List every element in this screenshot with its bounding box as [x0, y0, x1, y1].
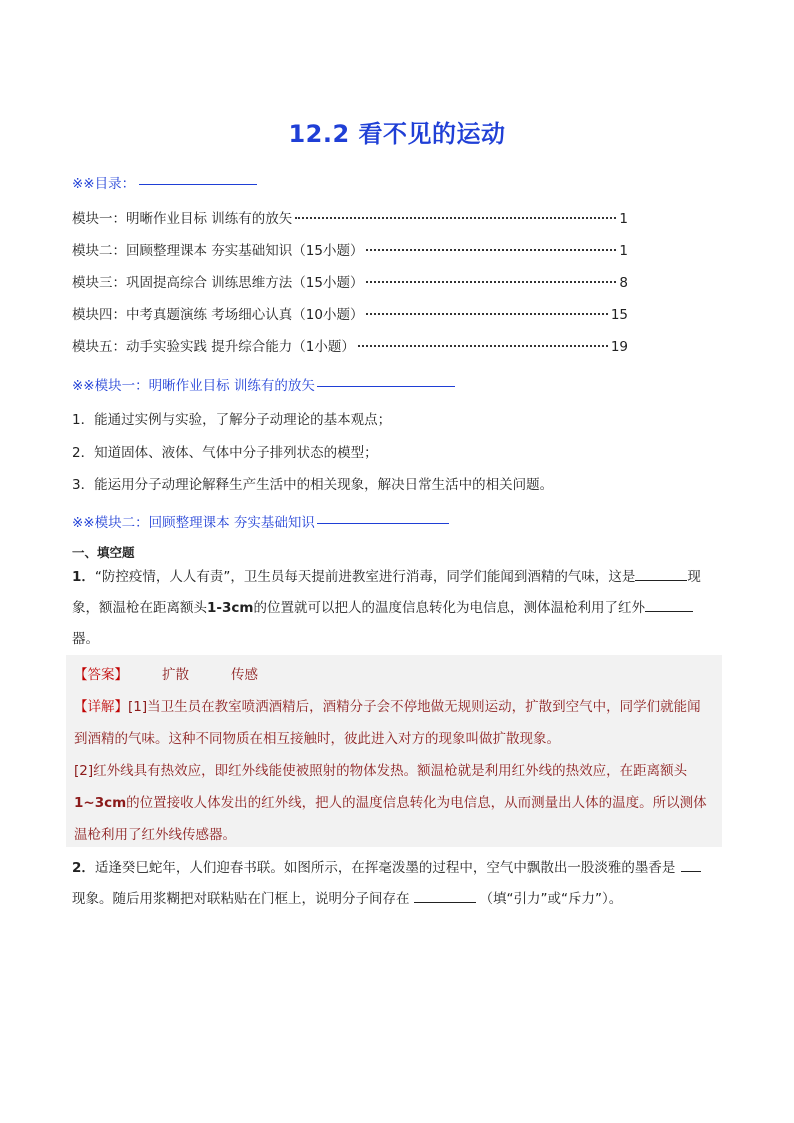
detail-text: [1]当卫生员在教室喷洒酒精后，酒精分子会不停地做无规则运动，扩散到空气中，同学们就能闻 — [128, 699, 701, 715]
toc-leader — [295, 217, 616, 219]
toc-leader — [358, 345, 608, 347]
toc-item-label: 模块二：回顾整理课本 夯实基础知识（15小题） — [72, 243, 364, 259]
question-2-line-1 — [72, 853, 722, 884]
question-text: 象，额温枪在距离额头 — [72, 600, 207, 616]
answer-label: 【答案】 — [74, 667, 128, 683]
answer-blank[interactable] — [414, 890, 476, 903]
question-1 — [72, 562, 722, 655]
answer-value: 扩散 — [162, 667, 189, 683]
detail-text: 的位置接收人体发出的红外线，把人的温度信息转化为电信息，从而测量出人体的温度。所以测体 — [126, 795, 707, 811]
toc-heading — [72, 172, 257, 192]
toc-item-label: 模块三：巩固提高综合 训练思维方法（15小题） — [72, 275, 364, 291]
toc-item-label: 模块四：中考真题演练 考场细心认真（10小题） — [72, 307, 364, 323]
toc-item-page: 19 — [610, 339, 628, 355]
toc-item[interactable] — [72, 303, 628, 323]
question-1-line-3: 器。 — [72, 631, 99, 647]
module1-heading — [72, 374, 455, 394]
goal-item: 2．知道固体、液体、气体中分子排列状态的模型； — [72, 445, 378, 461]
goal-item: 3．能运用分子动理论解释生产生活中的相关现象，解决日常生活中的相关问题。 — [72, 477, 554, 493]
question-number: 1． — [72, 569, 95, 585]
answer-blank[interactable] — [645, 599, 693, 612]
detail-label: 【详解】 — [74, 699, 128, 715]
module1-heading-rule — [317, 386, 455, 387]
detail-text-bold: 1~3cm — [74, 795, 127, 811]
detail-line: 到酒精的气味。这种不同物质在相互接触时，彼此进入对方的现象叫做扩散现象。 — [74, 731, 560, 747]
module2-heading — [72, 511, 449, 531]
detail-line — [74, 695, 701, 715]
toc-heading-text: ※※目录： — [72, 176, 136, 192]
toc-item[interactable] — [72, 271, 628, 291]
toc-item[interactable] — [72, 239, 628, 259]
question-text: “防控疫情，人人有责”，卫生员每天提前进教室进行消毒，同学们能闻到酒精的气味，这是 — [94, 569, 636, 585]
question-text: 适逢癸巳蛇年，人们迎春书联。如图所示，在挥毫泼墨的过程中，空气中飘散出一股淡雅的墨香是 — [94, 860, 676, 876]
module2-heading-rule — [317, 523, 449, 524]
question-text: 现象。随后用浆糊把对联粘贴在门框上，说明分子间存在 — [72, 891, 410, 907]
page-title: 12.2 看不见的运动 — [288, 120, 506, 148]
question-text: 现 — [687, 569, 701, 585]
detail-line: [2]红外线具有热效应，即红外线能使被照射的物体发热。额温枪就是利用红外线的热效应，在距离额头 — [74, 763, 688, 779]
toc-item-page: 15 — [610, 307, 628, 323]
toc-leader — [366, 281, 616, 283]
module1-heading-text: ※※模块一：明晰作业目标 训练有的放矢 — [72, 378, 315, 394]
toc-heading-rule — [139, 184, 257, 185]
detail-line — [74, 791, 707, 811]
toc-item[interactable] — [72, 207, 628, 227]
answer-blank[interactable] — [681, 859, 701, 872]
question-1-line-1 — [72, 562, 722, 593]
goal-item: 1．能通过实例与实验，了解分子动理论的基本观点； — [72, 412, 392, 428]
toc-leader — [366, 313, 607, 315]
detail-line: 温枪利用了红外线传感器。 — [74, 827, 236, 843]
question-number: 2． — [72, 860, 95, 876]
answer-line — [74, 663, 258, 683]
question-text-bold: 1-3cm — [207, 600, 254, 616]
question-text: 的位置就可以把人的温度信息转化为电信息，测体温枪利用了红外 — [253, 600, 645, 616]
toc-item-page: 1 — [619, 211, 628, 227]
question-2-line-2 — [72, 884, 722, 915]
question-text: （填“引力”或“斥力”）。 — [479, 891, 623, 907]
answer-blank[interactable] — [635, 568, 687, 581]
toc-item-page: 1 — [619, 243, 628, 259]
module2-heading-text: ※※模块二：回顾整理课本 夯实基础知识 — [72, 515, 315, 531]
toc-leader — [366, 249, 616, 251]
question-type: 一、填空题 — [72, 545, 135, 560]
toc-item-label: 模块五：动手实验实践 提升综合能力（1小题） — [72, 339, 355, 355]
toc-item-label: 模块一：明晰作业目标 训练有的放矢 — [72, 211, 293, 227]
question-2 — [72, 853, 722, 915]
answer-panel — [66, 655, 722, 847]
question-1-line-2 — [72, 593, 722, 624]
toc-item-page: 8 — [619, 275, 628, 291]
toc-item[interactable] — [72, 335, 628, 355]
answer-value: 传感 — [231, 667, 258, 683]
